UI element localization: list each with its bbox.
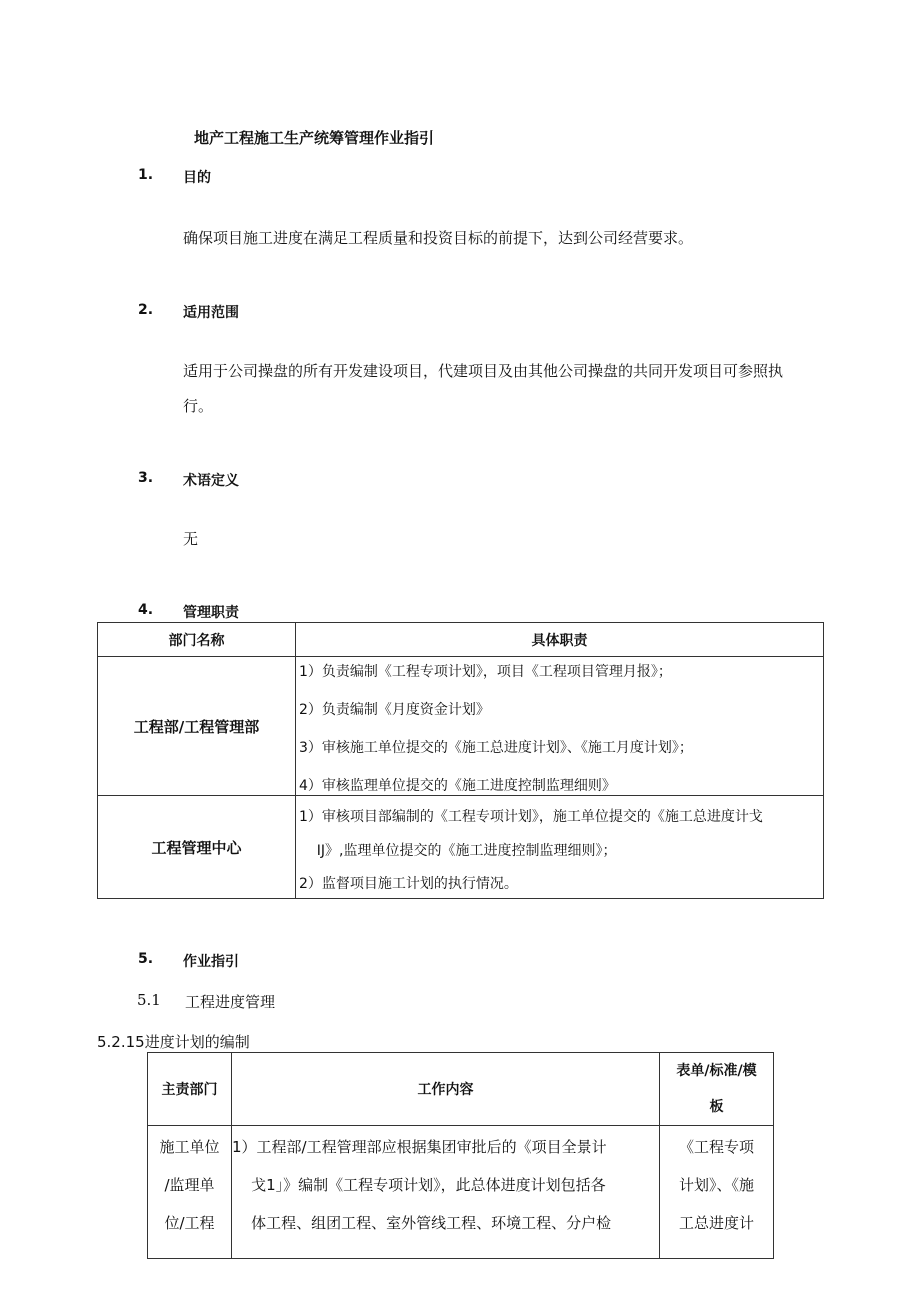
document-title: 地产工程施工生产统筹管理作业指引 [194, 129, 435, 147]
section-4-number: 4. [138, 602, 154, 618]
forms-cell [660, 1126, 774, 1259]
section-2-body-line-2: 行。 [183, 397, 214, 415]
section-1-number: 1. [138, 167, 154, 183]
table-header-forms-line-2: 板 [709, 1099, 724, 1115]
section-2-number: 2. [138, 302, 154, 318]
duties-cell [296, 657, 824, 796]
table-row [98, 657, 824, 796]
section-3-body: 无 [183, 530, 199, 548]
section-5-number: 5. [138, 951, 154, 967]
section-4-heading: 管理职责 [183, 605, 239, 621]
content-line: 戈1」》编制《工程专项计划》，此总体进度计划包括各 [232, 1176, 606, 1194]
section-2-body-line-1: 适用于公司操盘的所有开发建设项目，代建项目及由其他公司操盘的共同开发项目可参照执 [183, 362, 784, 380]
duty-line: 2）负责编制《月度资金计划》 [299, 702, 490, 718]
form-line: 计划》、《施 [678, 1176, 754, 1194]
table-header-duties: 具体职责 [296, 623, 824, 657]
section-5-heading: 作业指引 [183, 954, 239, 970]
owner-line: 位/工程 [164, 1214, 215, 1232]
duty-line: 4）审核监理单位提交的《施工进度控制监理细则》 [299, 778, 616, 794]
dept-cell: 工程部/工程管理部 [98, 657, 296, 796]
work-table [147, 1052, 774, 1259]
section-3-heading: 术语定义 [183, 473, 239, 489]
owner-cell [148, 1126, 232, 1259]
form-line: 工总进度计 [678, 1214, 754, 1232]
table-row [148, 1126, 774, 1259]
table-header-forms [660, 1053, 774, 1126]
table-header-dept: 部门名称 [98, 623, 296, 657]
table-header-owner: 主责部门 [148, 1053, 232, 1126]
subsubsection-heading: 5.2.15进度计划的编制 [97, 1033, 250, 1051]
dept-cell: 工程管理中心 [98, 796, 296, 899]
table-header-content: 工作内容 [232, 1053, 660, 1126]
content-cell [232, 1126, 660, 1259]
subsection-heading: 工程进度管理 [185, 993, 276, 1011]
content-line: 体工程、组团工程、室外管线工程、环境工程、分户检 [232, 1214, 612, 1232]
owner-line: 施工单位 [159, 1138, 220, 1156]
section-3-number: 3. [138, 470, 154, 486]
duty-line: IJ》,监理单位提交的《施工进度控制监理细则》； [299, 843, 617, 859]
owner-line: /监理单 [164, 1176, 215, 1194]
table-row [98, 796, 824, 899]
subsection-number: 5.1 [137, 991, 161, 1009]
duties-table [97, 622, 824, 899]
duty-line: 3）审核施工单位提交的《施工总进度计划》、《施工月度计划》； [299, 740, 693, 756]
duty-line: 1）审核项目部编制的《工程专项计划》，施工单位提交的《施工总进度计戈 [299, 809, 763, 825]
duty-line: 1）负责编制《工程专项计划》，项目《工程项目管理月报》； [299, 664, 672, 680]
section-1-body: 确保项目施工进度在满足工程质量和投资目标的前提下，达到公司经营要求。 [183, 229, 694, 247]
section-1-heading: 目的 [183, 170, 211, 186]
form-line: 《工程专项 [678, 1138, 754, 1156]
duties-cell [296, 796, 824, 899]
table-header-forms-line-1: 表单/标准/模 [676, 1063, 757, 1079]
section-2-heading: 适用范围 [183, 305, 239, 321]
duty-line: 2）监督项目施工计划的执行情况。 [299, 876, 518, 892]
content-line: 1）工程部/工程管理部应根据集团审批后的《项目全景计 [232, 1138, 607, 1156]
